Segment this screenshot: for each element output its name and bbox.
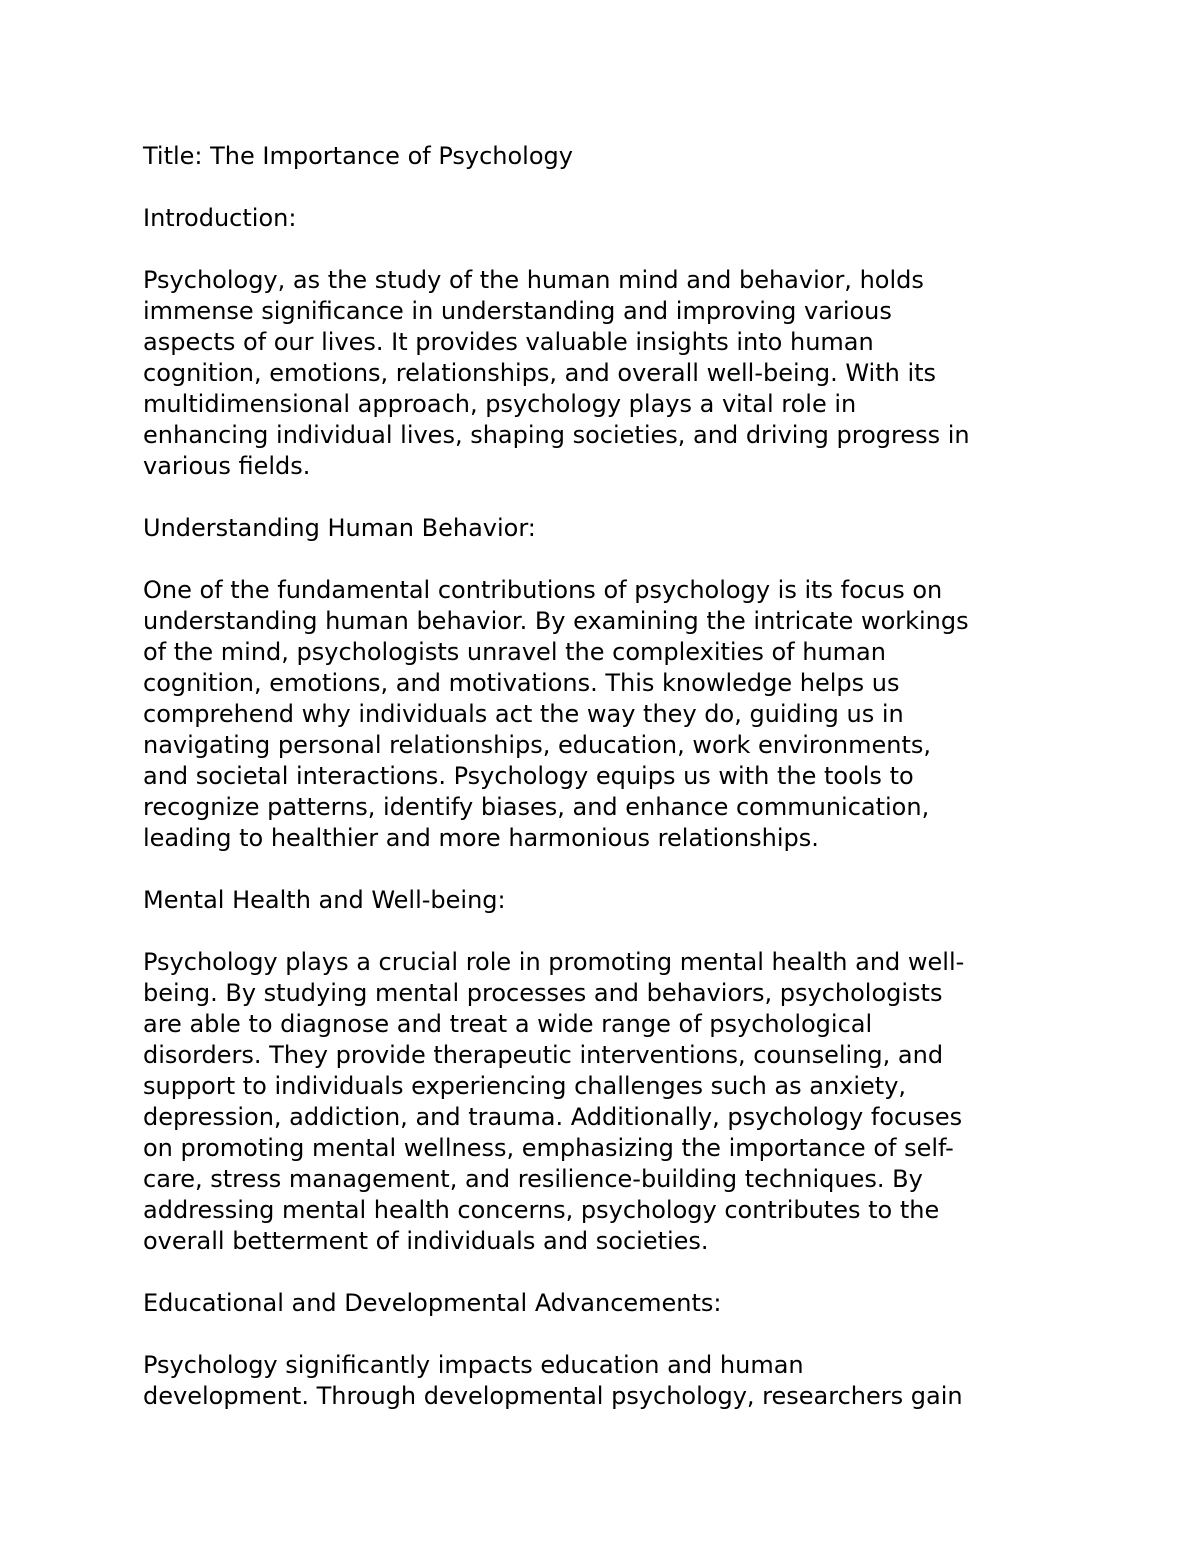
paragraph-line: aspects of our lives. It provides valuable insights into human bbox=[143, 328, 874, 356]
spacer bbox=[143, 544, 1063, 575]
paragraph-line: comprehend why individuals act the way they do, guiding us in bbox=[143, 700, 904, 728]
paragraph-line: leading to healthier and more harmonious relationships. bbox=[143, 824, 819, 852]
paragraph-line: on promoting mental wellness, emphasizing the importance of self- bbox=[143, 1134, 954, 1162]
spacer bbox=[143, 854, 1063, 885]
document-title: Title: The Importance of Psychology bbox=[143, 142, 573, 170]
paragraph-line: depression, addiction, and trauma. Additionally, psychology focuses bbox=[143, 1103, 963, 1131]
paragraph-line: understanding human behavior. By examining the intricate workings bbox=[143, 607, 969, 635]
paragraph-line: overall betterment of individuals and societies. bbox=[143, 1227, 709, 1255]
section-heading: Educational and Developmental Advancements: bbox=[143, 1289, 722, 1317]
section-heading: Mental Health and Well-being: bbox=[143, 886, 506, 914]
spacer bbox=[143, 172, 1063, 203]
paragraph-line: are able to diagnose and treat a wide range of psychological bbox=[143, 1010, 873, 1038]
paragraph-line: development. Through developmental psychology, researchers gain bbox=[143, 1382, 963, 1410]
paragraph-line: Psychology significantly impacts education and human bbox=[143, 1351, 804, 1379]
section-heading: Introduction: bbox=[143, 204, 297, 232]
paragraph-line: being. By studying mental processes and behaviors, psychologists bbox=[143, 979, 943, 1007]
section-heading: Understanding Human Behavior: bbox=[143, 514, 536, 542]
paragraph-line: enhancing individual lives, shaping societies, and driving progress in bbox=[143, 421, 970, 449]
paragraph-line: cognition, emotions, and motivations. This knowledge helps us bbox=[143, 669, 900, 697]
document-body bbox=[143, 141, 1063, 1412]
paragraph-line: recognize patterns, identify biases, and enhance communication, bbox=[143, 793, 930, 821]
spacer bbox=[143, 1319, 1063, 1350]
paragraph-line: navigating personal relationships, education, work environments, bbox=[143, 731, 932, 759]
paragraph-line: various fields. bbox=[143, 452, 311, 480]
paragraph-line: One of the fundamental contributions of psychology is its focus on bbox=[143, 576, 943, 604]
paragraph-line: support to individuals experiencing challenges such as anxiety, bbox=[143, 1072, 907, 1100]
paragraph-line: cognition, emotions, relationships, and overall well-being. With its bbox=[143, 359, 937, 387]
spacer bbox=[143, 1257, 1063, 1288]
spacer bbox=[143, 916, 1063, 947]
spacer bbox=[143, 482, 1063, 513]
paragraph-line: and societal interactions. Psychology equips us with the tools to bbox=[143, 762, 914, 790]
paragraph-line: multidimensional approach, psychology plays a vital role in bbox=[143, 390, 857, 418]
paragraph-line: Psychology, as the study of the human mind and behavior, holds bbox=[143, 266, 924, 294]
paragraph-line: immense significance in understanding and improving various bbox=[143, 297, 892, 325]
paragraph-line: of the mind, psychologists unravel the complexities of human bbox=[143, 638, 886, 666]
spacer bbox=[143, 234, 1063, 265]
paragraph-line: care, stress management, and resilience-building techniques. By bbox=[143, 1165, 923, 1193]
paragraph-line: addressing mental health concerns, psychology contributes to the bbox=[143, 1196, 940, 1224]
paragraph-line: disorders. They provide therapeutic interventions, counseling, and bbox=[143, 1041, 944, 1069]
paragraph-line: Psychology plays a crucial role in promoting mental health and well- bbox=[143, 948, 965, 976]
